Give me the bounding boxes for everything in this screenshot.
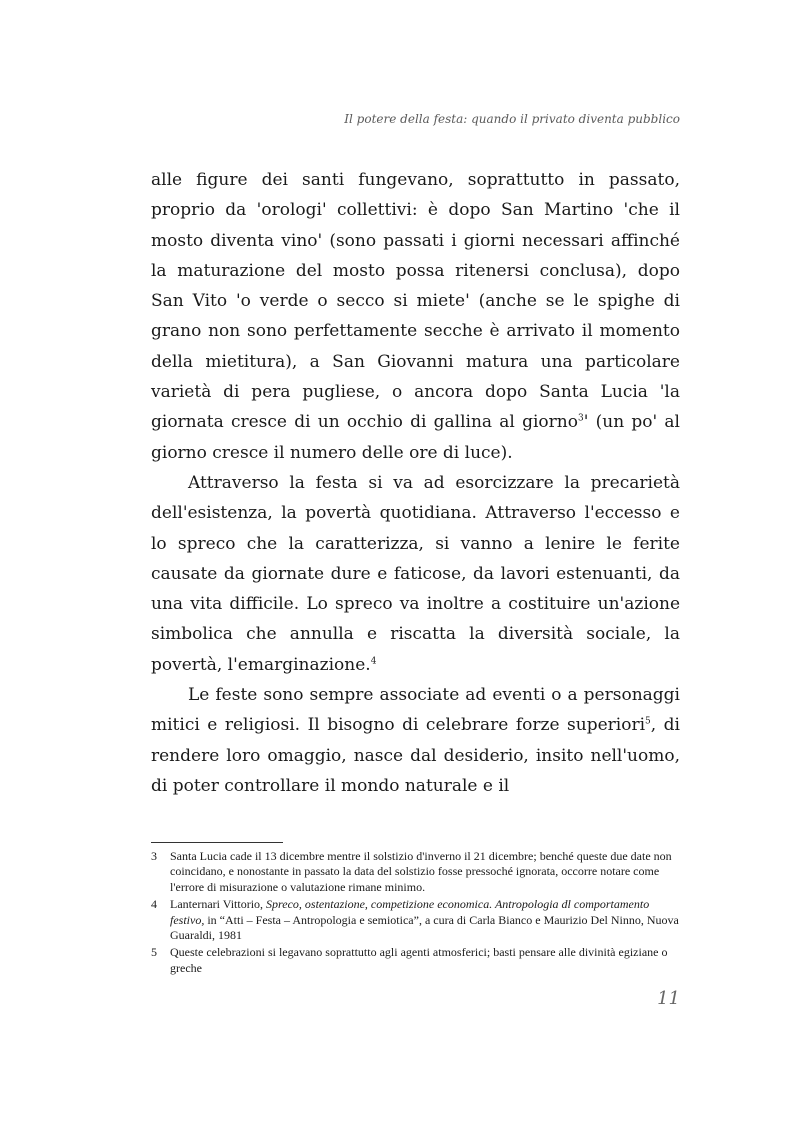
paragraph-text: ' (un po' al giorno cresce il numero delle ore di luce). (151, 412, 680, 463)
footnote-text: Santa Lucia cade il 13 dicembre mentre il solstizio d'inverno il 21 dicembre; benché queste due date non coincidano, e nonostante in passato la data del solstizio fosse pressoché ignorata, occorre notare come l'errore di misurazione o valutazione rimane minimo. (170, 849, 672, 894)
footnote (151, 849, 680, 895)
paragraph (151, 165, 680, 468)
page-number: 11 (657, 988, 680, 1009)
footnote-text (170, 897, 680, 943)
footnote-number: 5 (151, 945, 157, 960)
paragraph-text: Attraverso la festa si va ad esorcizzare la precarietà dell'esistenza, la povertà quotidiana. Attraverso l'eccesso e lo spreco che la caratterizza, si vanno a lenire le ferite causate da giornate dure e faticose, da lavori estenuanti, da una vita difficile. Lo spreco va inoltre a costituire un'azione simbolica che annulla e riscatta la diversità sociale, la povertà, l'emarginazione. (151, 472, 680, 675)
paragraph (151, 680, 680, 801)
running-head: Il potere della festa: quando il privato diventa pubblico (344, 112, 680, 126)
footnote-title: Spreco, ostentazione, competizione economica. Antropologia dl comportamento festivo, (170, 897, 650, 927)
footnote-ref: 3 (577, 413, 584, 424)
footnote-separator (151, 842, 283, 843)
footnote (151, 945, 680, 976)
paragraph-text: Le feste sono sempre associate ad eventi o a personaggi mitici e religiosi. Il bisogno di celebrare forze superiori (151, 685, 680, 736)
footnotes (151, 849, 680, 978)
paragraph-text: , di rendere loro omaggio, nasce dal desiderio, insito nell'uomo, di poter controllare il mondo naturale e il (151, 715, 680, 796)
footnote-number: 3 (151, 849, 157, 863)
footnote (151, 897, 680, 943)
footnote-author: Lanternari Vittorio, (170, 897, 267, 912)
body-text (151, 165, 680, 801)
footnote-ref: 4 (370, 656, 377, 667)
paragraph-text: alle figure dei santi fungevano, soprattutto in passato, proprio da 'orologi' collettivi: è dopo San Martino 'che il mosto diventa vino' (sono passati i giorni necessari affinché la maturazione del mosto possa ritenersi conclusa), dopo San Vito 'o verde o secco si miete' (anche se le spighe di grano non sono perfettamente secche è arrivato il momento della mietitura), a San Giovanni matura una particolare varietà di pera pugliese, o ancora dopo Santa Lucia 'la giornata cresce di un occhio di gallina al giorno (151, 170, 680, 433)
footnote-text: Queste celebrazioni si legavano soprattutto agli agenti atmosferici; basti pensare alle divinità egiziane o greche (170, 945, 668, 975)
footnote-rest: in “Atti – Festa – Antropologia e semiotica”, a cura di Carla Bianco e Maurizio Del Ninno, Nuova Guaraldi, 1981 (170, 912, 679, 943)
footnote-number: 4 (151, 897, 157, 912)
footnote-ref: 5 (645, 716, 651, 727)
paragraph (151, 468, 680, 680)
